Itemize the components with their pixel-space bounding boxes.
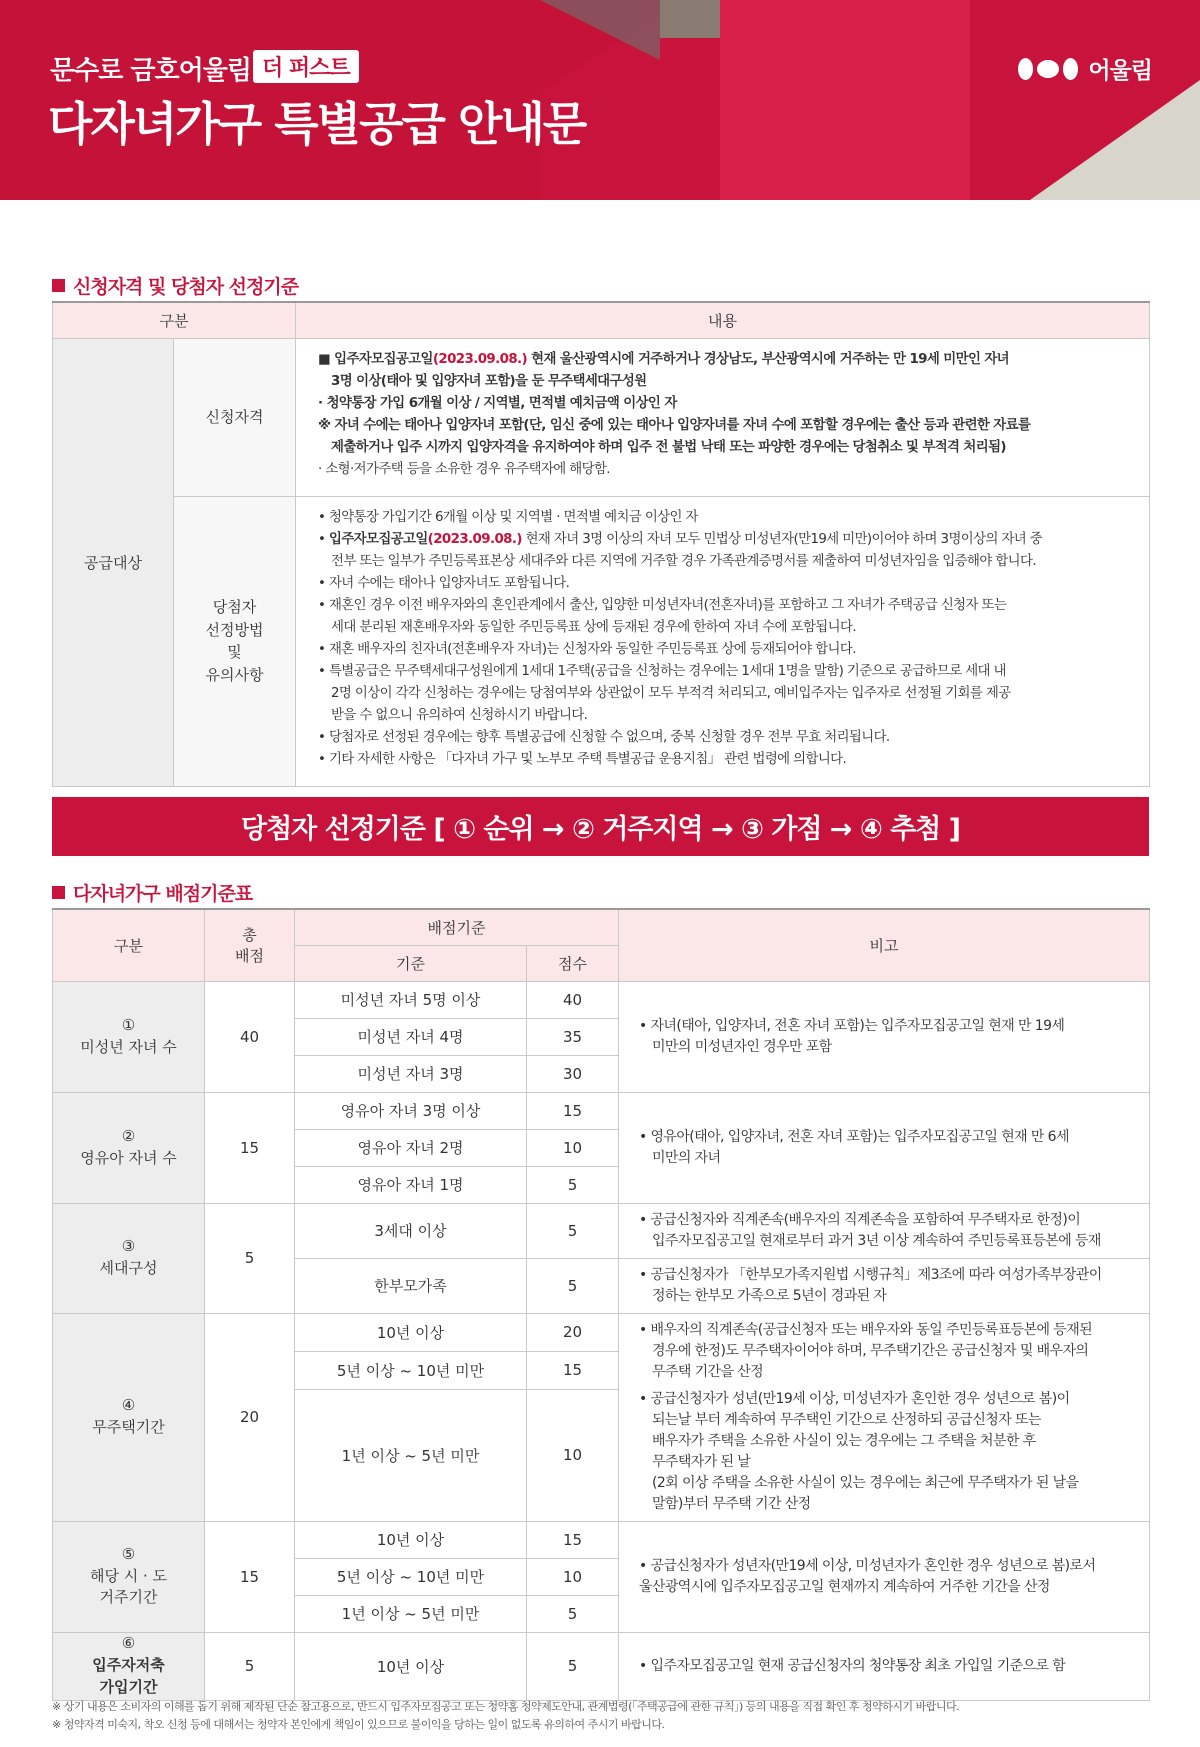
note-cell: • 공급신청자와 직계존속(배우자의 직계존속을 포함하여 무주택자로 한정)이 입주자모집공고일 현재로부터 과거 3년 이상 계속하여 주민등록표등본에 등재: [619, 1203, 1150, 1258]
brand-name: 어울림: [1088, 58, 1152, 84]
criteria-standard: 미성년 자녀 4명: [295, 1018, 527, 1055]
logo-dot-icon: [1018, 58, 1033, 80]
header-shape: [720, 0, 970, 200]
text-line: • 특별공급은 무주택세대구성원에게 1세대 1주택(공급을 신청하는 경우에는 1세대 1명을 말함) 기준으로 공급하므로 세대 내: [318, 663, 1006, 679]
total-score: 5: [205, 1203, 295, 1313]
note-cell: • 자녀(태아, 입양자녀, 전혼 자녀 포함)는 입주자모집공고일 현재 만 19세 미만의 미성년자인 경우만 포함: [619, 981, 1150, 1092]
text-line: • 재혼 배우자의 친자녀(전혼배우자 자녀)는 신청자와 동일한 주민등록표 상에 등재되어야 합니다.: [318, 641, 856, 657]
criteria-standard: 영유아 자녀 3명 이상: [295, 1092, 527, 1129]
criteria-score: 5: [527, 1166, 619, 1203]
note-cell: • 입주자모집공고일 현재 공급신청자의 청약통장 최초 가입일 기준으로 함: [619, 1632, 1150, 1700]
text-line: 전부 또는 일부가 주민등록표본상 세대주와 다른 지역에 거주할 경우 가족관계증명서를 제출하여 미성년자임을 입증해야 합니다.: [331, 553, 1036, 569]
table-row: [53, 1313, 1150, 1351]
criteria-standard: 3세대 이상: [295, 1203, 527, 1258]
criteria-standard: 10년 이상: [295, 1313, 527, 1351]
note-cell: • 공급신청자가 「한부모가족지원법 시행규칙」제3조에 따라 여성가족부장관이 정하는 한부모 가족으로 5년이 경과된 자: [619, 1258, 1150, 1313]
brand-logo: [1018, 52, 1152, 85]
category-infant-children: ② 영유아 자녀 수: [53, 1092, 205, 1203]
text-line: · 소형·저가주택 등을 소유한 경우 유주택자에 해당함.: [318, 461, 610, 477]
criteria-standard: 10년 이상: [295, 1521, 527, 1558]
note-cell: • 공급신청자가 성년자(만19세 이상, 미성년자가 혼인한 경우 성년으로 봄)로서 울산광역시에 입주자모집공고일 현재까지 계속하여 거주한 기간을 산정: [619, 1521, 1150, 1632]
criteria-score: 5: [527, 1632, 619, 1700]
criteria-score: 15: [527, 1092, 619, 1129]
table-row: [53, 1092, 1150, 1129]
criteria-standard: 미성년 자녀 3명: [295, 1055, 527, 1092]
text-line: ■ 입주자모집공고일(2023.09.08.) 현재 울산광역시에 거주하거나 경상남도, 부산광역시에 거주하는 만 19세 미만인 자녀: [318, 351, 1010, 367]
criteria-standard: 미성년 자녀 5명 이상: [295, 981, 527, 1018]
criteria-score: 10: [527, 1558, 619, 1595]
criteria-score: 5: [527, 1595, 619, 1632]
criteria-standard: 1년 이상 ~ 5년 미만: [295, 1389, 527, 1521]
square-bullet-icon: [52, 279, 65, 292]
table-row: [53, 1203, 1150, 1258]
col-header-total: 총 배점: [205, 909, 295, 981]
text-line: 세대 분리된 재혼배우자와 동일한 주민등록표 상에 등재된 경우에 한하여 자녀 수에 포함됩니다.: [331, 619, 856, 635]
table-row: [53, 981, 1150, 1018]
total-score: 15: [205, 1092, 295, 1203]
criteria-score: 40: [527, 981, 619, 1018]
col-header-criteria: 배점기준: [295, 909, 619, 945]
col-header-standard: 기준: [295, 945, 527, 981]
criteria-standard: 5년 이상 ~ 10년 미만: [295, 1558, 527, 1595]
section-heading-text: 신청자격 및 당첨자 선정기준: [73, 276, 299, 298]
row-label-selection: 당첨자 선정방법 및 유의사항: [174, 496, 296, 786]
criteria-score: 30: [527, 1055, 619, 1092]
col-header-category: 구분: [53, 909, 205, 981]
text-line: 제출하거나 입주 시까지 입양자격을 유지하여야 하며 입주 전 불법 낙태 또는 파양한 경우에는 당첨취소 및 부적격 처리됨): [331, 439, 1006, 455]
text-line: • 자녀 수에는 태아나 입양자녀도 포함됩니다.: [318, 575, 570, 591]
col-header-score: 점수: [527, 945, 619, 981]
note-cell: • 배우자의 직계존속(공급신청자 또는 배우자와 동일 주민등록표등본에 등재된 경우에 한정)도 무주택자이어야 하며, 무주택기간은 공급신청자 및 배우자의 무주택 기간을 산정 • 공급신청자가 성년(만19세 이상, 미성년자가 혼인한 경우 성년으로 봄)이 되는날 부터 계속하여 무주택인 기간으로 산정하되 공급신청자 또는 배우자가 주택을 소유한 사실이 있는 경우에는 그 주택을 처분한 후 무주택자가 된 날 (2회 이상 주택을 소유한 사실이 있는 경우에는 최근에 무주택자가 된 날을 말함)부터 무주택 기간 산정: [619, 1313, 1150, 1521]
criteria-score: 20: [527, 1313, 619, 1351]
page-title: 다자녀가구 특별공급 안내문: [48, 97, 586, 151]
criteria-standard: 한부모가족: [295, 1258, 527, 1313]
criteria-standard: 영유아 자녀 1명: [295, 1166, 527, 1203]
col-header-note: 비고: [619, 909, 1150, 981]
criteria-score: 15: [527, 1521, 619, 1558]
header-shape: [1030, 80, 1200, 200]
total-score: 40: [205, 981, 295, 1092]
criteria-score: 5: [527, 1258, 619, 1313]
table-row: [53, 1632, 1150, 1700]
text-line: • 입주자모집공고일(2023.09.08.) 현재 자녀 3명 이상의 자녀 모두 민법상 미성년자(만19세 미만)이어야 하며 3명이상의 자녀 중: [318, 531, 1043, 547]
category-homeless-period: ④ 무주택기간: [53, 1313, 205, 1521]
total-score: 5: [205, 1632, 295, 1700]
text-line: • 청약통장 가입기간 6개월 이상 및 지역별 · 면적별 예치금 이상인 자: [318, 509, 698, 525]
logo-dot-icon: [1063, 58, 1078, 80]
category-savings-period: ⑥ 입주자저축 가입기간: [53, 1632, 205, 1700]
selection-order-banner: 당첨자 선정기준 [ ① 순위 → ② 거주지역 → ③ 가점 → ④ 추첨 ]: [52, 797, 1149, 856]
criteria-standard: 5년 이상 ~ 10년 미만: [295, 1351, 527, 1389]
text-line: • 기타 자세한 사항은 「다자녀 가구 및 노부모 주택 특별공급 운용지침」 관련 법령에 의합니다.: [318, 751, 847, 767]
footnote: ※ 상기 내용은 소비자의 이해를 돕기 위해 제작된 단순 참고용으로, 반드시 입주자모집공고 또는 청약홈 청약제도안내, 관계법령(「주택공급에 관한 규칙」) 등의 내용을 직접 확인 후 청약하시기 바랍니다.: [52, 1700, 960, 1713]
row-label-eligibility: 신청자격: [174, 338, 296, 496]
text-line: 2명 이상이 각각 신청하는 경우에는 당첨여부와 상관없이 모두 부적격 처리되고, 예비입주자는 입주자로 선정될 기회를 제공: [331, 685, 1011, 701]
text-line: • 당첨자로 선정된 경우에는 향후 특별공급에 신청할 수 없으며, 중복 신청할 경우 전부 무효 처리됩니다.: [318, 729, 890, 745]
section-heading-eligibility: [52, 272, 298, 299]
scoring-table: [52, 908, 1150, 1701]
total-score: 15: [205, 1521, 295, 1632]
criteria-standard: 10년 이상: [295, 1632, 527, 1700]
footnote: ※ 청약자격 미숙지, 착오 신청 등에 대해서는 청약자 본인에게 책임이 있으므로 불이익을 당하는 일이 없도록 유의하여 주시기 바랍니다.: [52, 1718, 665, 1731]
criteria-score: 5: [527, 1203, 619, 1258]
eligibility-content: [296, 338, 1150, 496]
eligibility-table: [52, 301, 1150, 787]
square-bullet-icon: [52, 886, 65, 899]
criteria-score: 10: [527, 1389, 619, 1521]
selection-content: [296, 496, 1150, 786]
section-heading-scoring: [52, 879, 252, 906]
total-score: 20: [205, 1313, 295, 1521]
col-header-content: 내용: [296, 302, 1150, 338]
criteria-score: 15: [527, 1351, 619, 1389]
header-shape: [660, 0, 720, 38]
note-cell: • 영유아(태아, 입양자녀, 전혼 자녀 포함)는 입주자모집공고일 현재 만 6세 미만의 자녀: [619, 1092, 1150, 1203]
group-label: 공급대상: [53, 338, 174, 786]
section-heading-text: 다자녀가구 배점기준표: [73, 883, 253, 905]
project-name: 문수로 금호어울림: [50, 56, 251, 86]
category-minor-children: ① 미성년 자녀 수: [53, 981, 205, 1092]
criteria-score: 10: [527, 1129, 619, 1166]
logo-dot-icon: [1037, 60, 1059, 78]
text-line: 3명 이상(태아 및 입양자녀 포함)을 둔 무주택세대구성원: [331, 373, 647, 389]
criteria-standard: 1년 이상 ~ 5년 미만: [295, 1595, 527, 1632]
table-row: [53, 1521, 1150, 1558]
category-residence-period: ⑤ 해당 시 · 도 거주기간: [53, 1521, 205, 1632]
text-line: · 청약통장 가입 6개월 이상 / 지역별, 면적별 예치금액 이상인 자: [318, 395, 677, 411]
project-badge: 더 퍼스트: [253, 50, 359, 83]
text-line: • 재혼인 경우 이전 배우자와의 혼인관계에서 출산, 입양한 미성년자녀(전혼자녀)를 포함하고 그 자녀가 주택공급 신청자 또는: [318, 597, 1007, 613]
text-line: 받을 수 없으니 유의하여 신청하시기 바랍니다.: [331, 707, 588, 723]
text-line: ※ 자녀 수에는 태아나 입양자녀 포함(단, 임신 중에 있는 태아나 입양자녀를 자녀 수에 포함할 경우에는 출산 등과 관련한 자료를: [318, 417, 1031, 433]
category-household: ③ 세대구성: [53, 1203, 205, 1313]
criteria-score: 35: [527, 1018, 619, 1055]
col-header-category: 구분: [53, 302, 296, 338]
header-shape: [540, 0, 660, 60]
criteria-standard: 영유아 자녀 2명: [295, 1129, 527, 1166]
